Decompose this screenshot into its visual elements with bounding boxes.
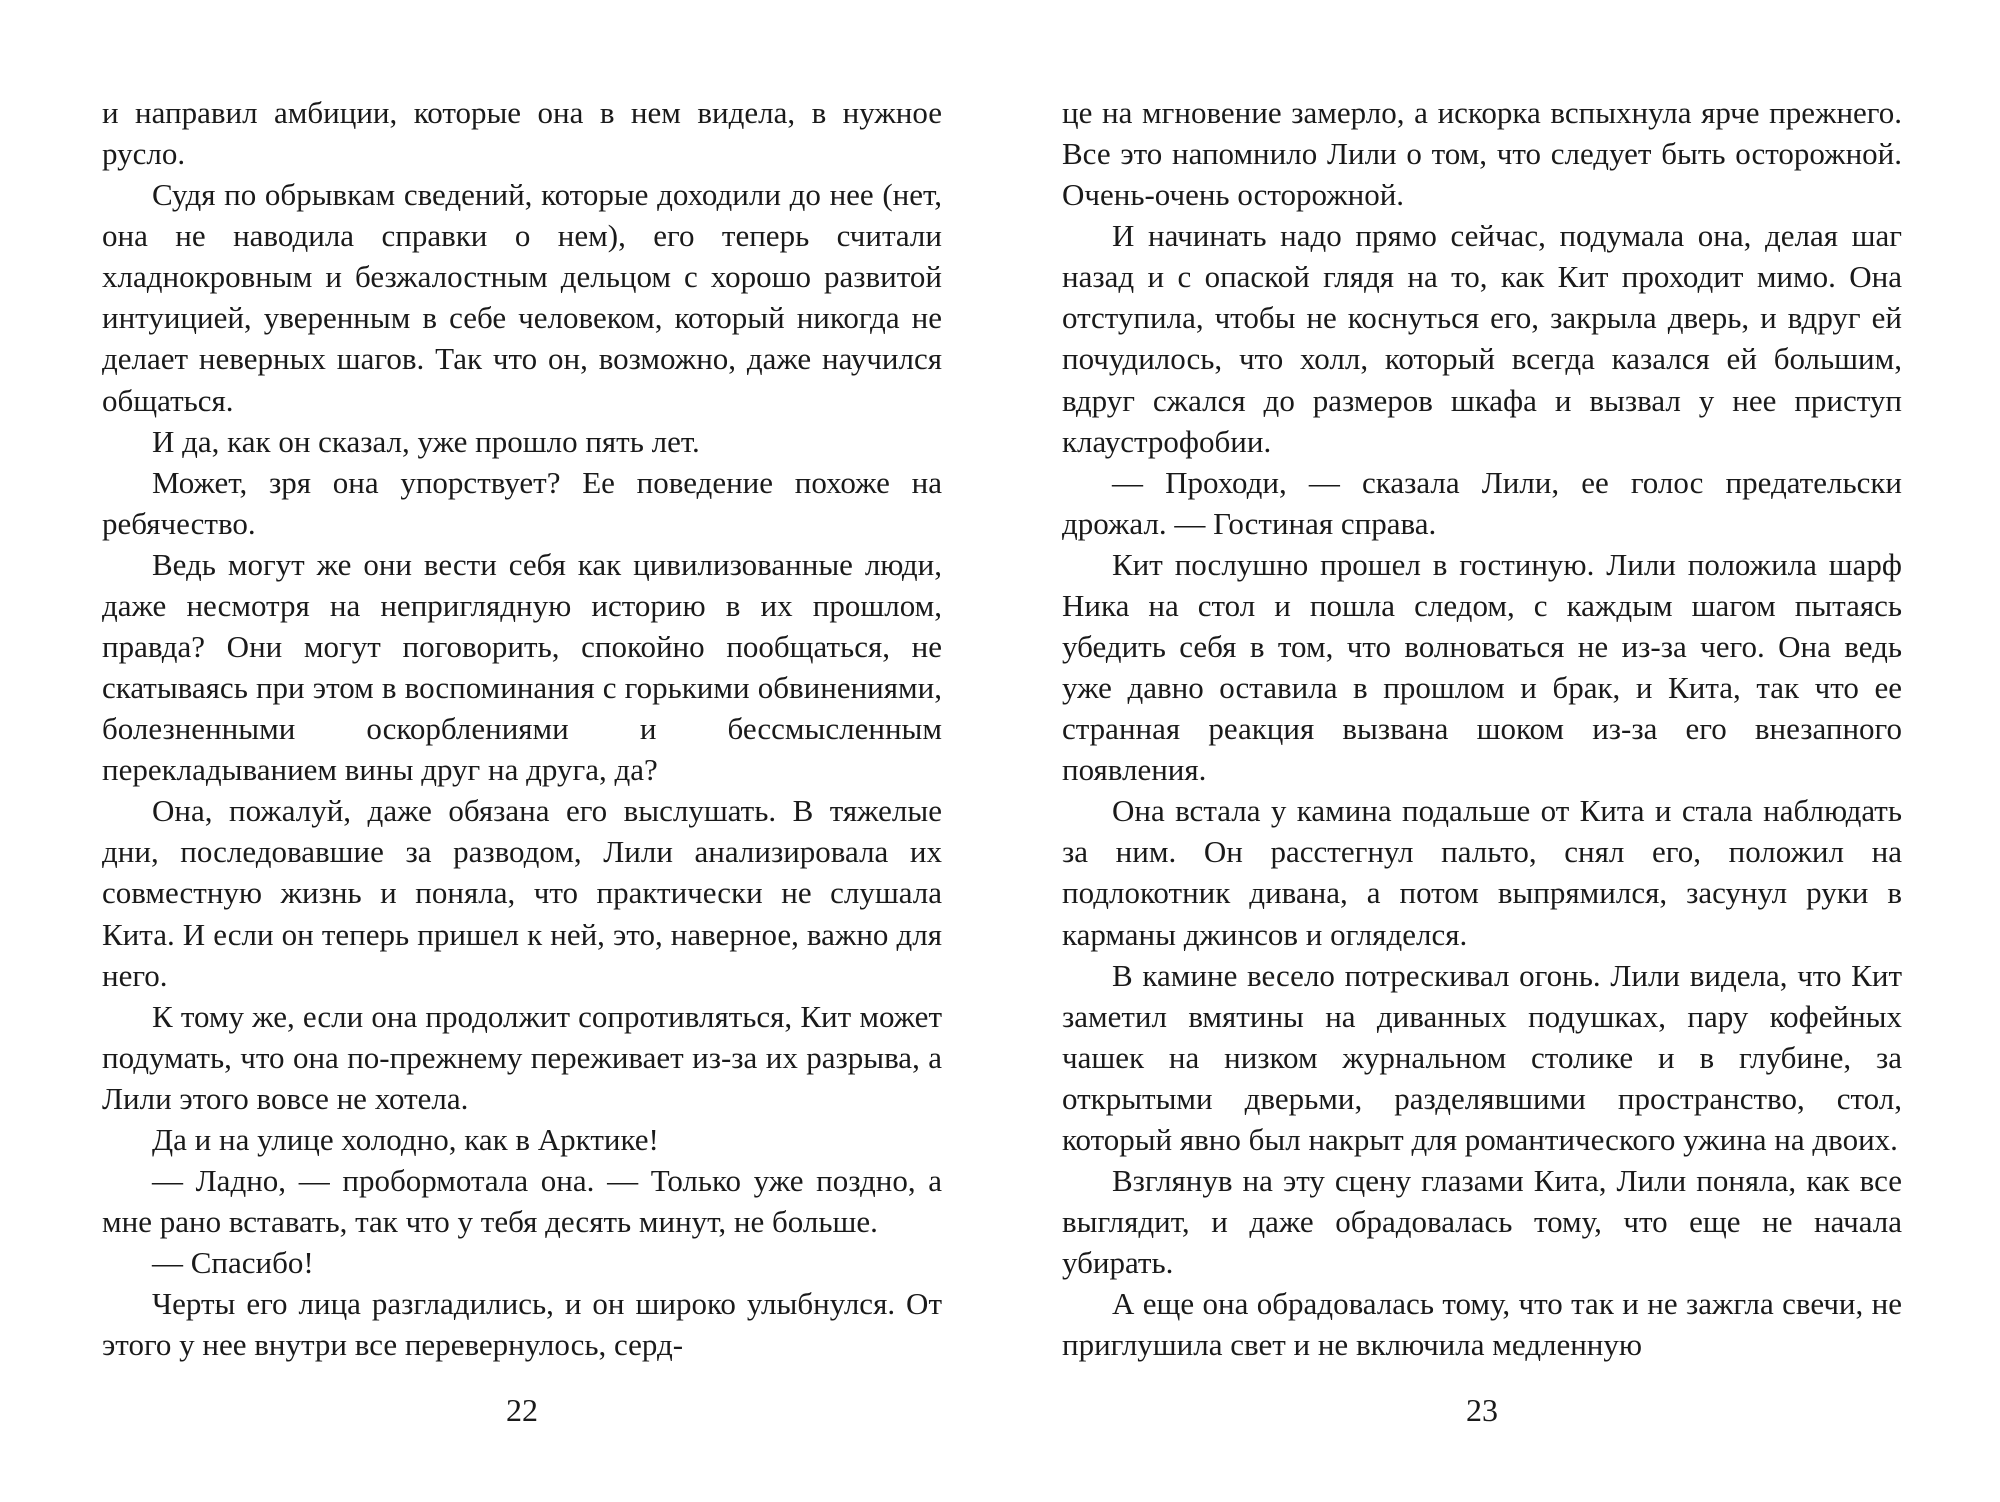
paragraph: К тому же, если она продолжит сопротивляться, Кит может подумать, что она по-прежнему переживает из-за их разрыва, а Лили этого вовсе не хотела.: [102, 998, 942, 1116]
paragraph: И да, как он сказал, уже прошло пять лет.: [152, 423, 700, 459]
paragraph: В камине весело потрескивал огонь. Лили видела, что Кит заметил вмятины на диванных подушках, пару кофейных чашек на низком журнальном столике и в глубине, за открытыми дверьми, разделявшими пространство, стол, который явно был накрыт для романтического ужина на двоих.: [1062, 957, 1902, 1157]
paragraph: Черты его лица разгладились, и он широко улыбнулся. От этого у нее внутри все перевернулось, серд-: [102, 1286, 942, 1363]
left-page: [102, 92, 942, 1365]
paragraph: Она встала у камина подальше от Кита и стала наблюдать за ним. Он расстегнул пальто, снял его, положил на подлокотник дивана, а потом выпрямился, засунул руки в карманы джинсов и огляделся.: [1062, 793, 1902, 952]
paragraph: — Спасибо!: [152, 1245, 314, 1281]
paragraph: Кит послушно прошел в гостиную. Лили положила шарф Ника на стол и пошла следом, с каждым шагом пытаясь убедить себя в том, что волноваться не из-за чего. Она ведь уже давно оставила в прошлом и брак, и Кита, так что ее странная реакция вызвана шоком из-за его внезапного появления.: [1062, 546, 1902, 788]
left-page-text: [102, 92, 942, 1365]
paragraph: Может, зря она упорствует? Ее поведение похоже на ребячество.: [102, 464, 942, 541]
paragraph: це на мгновение замерло, а искорка вспыхнула ярче прежнего. Все это напомнило Лили о том, что следует быть осторожной. Очень-очень осторожной.: [1062, 95, 1902, 213]
right-page-text: [1062, 92, 1902, 1365]
right-page-number: 23: [1466, 1392, 1498, 1428]
paragraph: — Ладно, — пробормотала она. — Только уже поздно, а мне рано вставать, так что у тебя десять минут, не больше.: [102, 1163, 942, 1240]
paragraph: — Проходи, — сказала Лили, ее голос предательски дрожал. — Гостиная справа.: [1062, 464, 1902, 541]
paragraph: А еще она обрадовалась тому, что так и не зажгла свечи, не приглушила свет и не включила медленную: [1062, 1286, 1902, 1363]
paragraph: И начинать надо прямо сейчас, подумала она, делая шаг назад и с опаской глядя на то, как Кит проходит мимо. Она отступила, чтобы не коснуться его, закрыла дверь, и вдруг ей почудилось, что холл, который всегда казался ей большим, вдруг сжался до размеров шкафа и вызвал у нее приступ клаустрофобии.: [1062, 218, 1902, 459]
paragraph: Взглянув на эту сцену глазами Кита, Лили поняла, как все выглядит, и даже обрадовалась тому, что еще не начала убирать.: [1062, 1163, 1902, 1281]
paragraph: и направил амбиции, которые она в нем видела, в нужное русло.: [102, 95, 942, 172]
right-page: [1062, 92, 1902, 1365]
left-page-number: 22: [506, 1392, 538, 1428]
paragraph: Да и на улице холодно, как в Арктике!: [152, 1121, 659, 1157]
paragraph: Судя по обрывкам сведений, которые доходили до нее (нет, она не наводила справки о нем), его теперь считали хладнокровным и безжалостным дельцом с хорошо развитой интуицией, уверенным в себе человеком, который никогда не делает неверных шагов. Так что он, возможно, даже научился общаться.: [102, 177, 942, 418]
paragraph: Ведь могут же они вести себя как цивилизованные люди, даже несмотря на неприглядную историю в их прошлом, правда? Они могут поговорить, спокойно пообщаться, не скатываясь при этом в воспоминания с горькими обвинениями, болезненными оскорблениями и бессмысленным перекладыванием вины друг на друга, да?: [102, 546, 942, 788]
paragraph: Она, пожалуй, даже обязана его выслушать. В тяжелые дни, последовавшие за разводом, Лили анализировала их совместную жизнь и поняла, что практически не слушала Кита. И если он теперь пришел к ней, это, наверное, важно для него.: [102, 793, 942, 993]
